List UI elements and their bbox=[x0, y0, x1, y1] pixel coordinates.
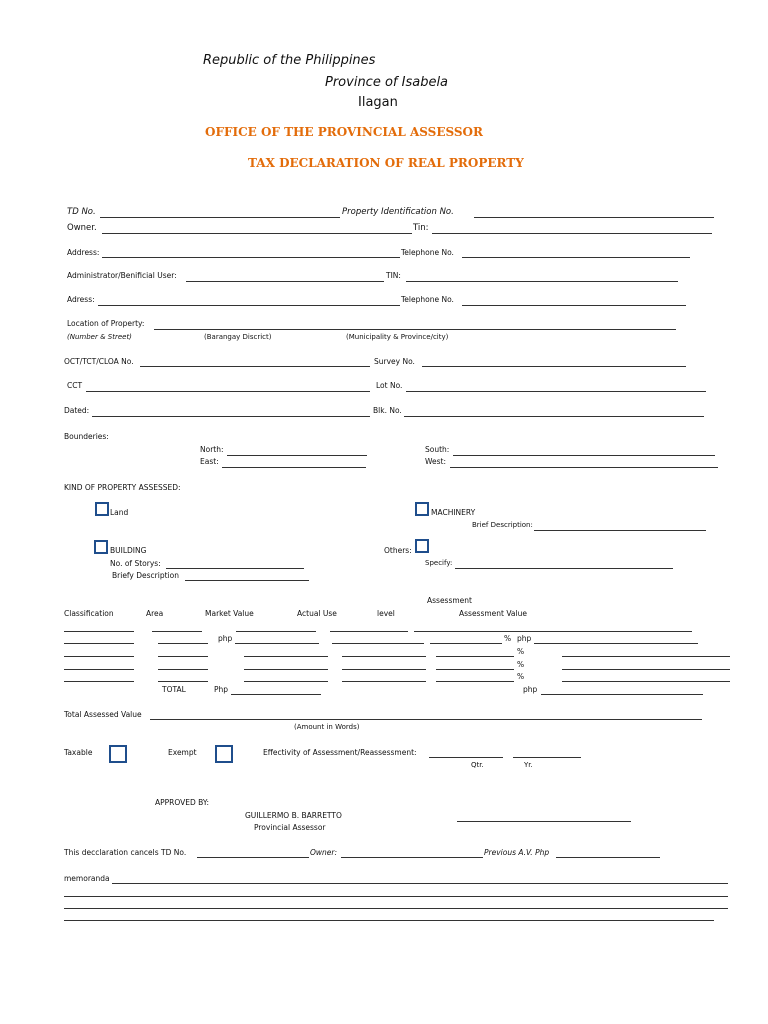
row2-level[interactable] bbox=[430, 643, 502, 644]
approver-name: GUILLERMO B. BARRETTO bbox=[245, 811, 342, 820]
administrator-label: Administrator/Benificial User: bbox=[67, 271, 177, 280]
property-id-label: Property Identification No. bbox=[342, 207, 454, 217]
row1-level[interactable] bbox=[414, 631, 500, 632]
row4-market-value[interactable] bbox=[244, 669, 328, 670]
specify-field[interactable] bbox=[455, 568, 673, 569]
col-area: Area bbox=[146, 609, 164, 618]
approved-by-label: APPROVED BY: bbox=[155, 798, 210, 807]
telephone1-field[interactable] bbox=[462, 257, 690, 258]
td-no-label: TD No. bbox=[67, 207, 96, 217]
briefy-desc-field[interactable] bbox=[185, 580, 309, 581]
telephone1-label: Telephone No. bbox=[401, 248, 454, 257]
blk-field[interactable] bbox=[404, 416, 704, 417]
row2-php-label: php bbox=[218, 634, 233, 643]
lot-label: Lot No. bbox=[376, 381, 403, 390]
specify-label: Specify: bbox=[425, 559, 453, 567]
city-heading: Ilagan bbox=[358, 95, 398, 110]
province-heading: Province of Isabela bbox=[325, 75, 449, 90]
row2-actual-use[interactable] bbox=[332, 643, 424, 644]
td-no-field[interactable] bbox=[100, 217, 340, 218]
others-checkbox[interactable] bbox=[415, 539, 429, 553]
assessment-header: Assessment bbox=[427, 596, 472, 605]
total-assessed-label: Total Assessed Value bbox=[64, 710, 142, 719]
adress2-field[interactable] bbox=[98, 305, 400, 306]
telephone2-field[interactable] bbox=[462, 305, 686, 306]
oct-label: OCT/TCT/CLOA No. bbox=[64, 357, 134, 366]
col-classification: Classification bbox=[64, 609, 114, 618]
row4-area[interactable] bbox=[158, 669, 208, 670]
administrator-field[interactable] bbox=[186, 281, 384, 282]
country-heading: Republic of the Philippines bbox=[203, 53, 376, 68]
east-label: East: bbox=[200, 457, 219, 466]
row5-assessment-value[interactable] bbox=[562, 681, 730, 682]
number-street-caption: (Number & Street) bbox=[67, 333, 132, 341]
col-assessment-value: Assessment Value bbox=[459, 609, 527, 618]
exempt-label: Exempt bbox=[168, 748, 197, 757]
location-label: Location of Property: bbox=[67, 319, 145, 328]
row5-classification[interactable] bbox=[64, 681, 134, 682]
building-checkbox[interactable] bbox=[94, 540, 108, 554]
machinery-label: MACHINERY bbox=[431, 508, 476, 517]
survey-field[interactable] bbox=[422, 366, 686, 367]
row5-market-value[interactable] bbox=[244, 681, 328, 682]
taxable-label: Taxable bbox=[64, 748, 93, 757]
address-label: Address: bbox=[67, 248, 100, 257]
row2-classification[interactable] bbox=[64, 643, 134, 644]
row3-level[interactable] bbox=[436, 656, 514, 657]
south-field[interactable] bbox=[453, 455, 715, 456]
total-php-label: Php bbox=[214, 685, 229, 694]
kind-label: KIND OF PROPERTY ASSESSED: bbox=[64, 483, 181, 492]
no-storys-label: No. of Storys: bbox=[110, 559, 161, 568]
row1-assessment-value[interactable] bbox=[500, 631, 692, 632]
north-label: North: bbox=[200, 445, 224, 454]
address-field[interactable] bbox=[102, 257, 400, 258]
memoranda-line-4[interactable] bbox=[64, 920, 714, 921]
machinery-brief-label: Brief Description: bbox=[472, 521, 533, 529]
row3-market-value[interactable] bbox=[244, 656, 328, 657]
north-field[interactable] bbox=[227, 455, 367, 456]
memoranda-line-1[interactable] bbox=[112, 883, 728, 884]
owner-field[interactable] bbox=[102, 233, 412, 234]
memoranda-line-2[interactable] bbox=[64, 896, 728, 897]
row1-area[interactable] bbox=[152, 631, 202, 632]
total-market-value-field[interactable] bbox=[231, 694, 321, 695]
land-label: Land bbox=[110, 508, 129, 517]
cancels-owner-label: Owner: bbox=[310, 848, 338, 857]
oct-field[interactable] bbox=[140, 366, 370, 367]
west-field[interactable] bbox=[450, 467, 718, 468]
cct-label: CCT bbox=[67, 381, 83, 390]
property-id-field[interactable] bbox=[474, 217, 714, 218]
amount-in-words-caption: (Amount in Words) bbox=[294, 723, 360, 731]
cancels-owner-field[interactable] bbox=[341, 857, 483, 858]
row2-area[interactable] bbox=[158, 643, 208, 644]
row3-classification[interactable] bbox=[64, 656, 134, 657]
yr-caption: Yr. bbox=[524, 761, 533, 769]
signature-line[interactable] bbox=[457, 821, 631, 822]
lot-field[interactable] bbox=[406, 391, 706, 392]
building-label: BUILDING bbox=[110, 546, 147, 555]
south-label: South: bbox=[425, 445, 450, 454]
cct-field[interactable] bbox=[86, 391, 370, 392]
row3-area[interactable] bbox=[158, 656, 208, 657]
col-market-value: Market Value bbox=[205, 609, 254, 618]
municipality-caption: (Municipality & Province/city) bbox=[346, 333, 449, 341]
total-label: TOTAL bbox=[162, 685, 186, 694]
tin1-label: Tin: bbox=[413, 223, 429, 233]
row5-percent: % bbox=[517, 672, 525, 681]
row2-php-label-2: php bbox=[517, 634, 532, 643]
row2-assessment-value[interactable] bbox=[534, 643, 698, 644]
effectivity-qtr-field[interactable] bbox=[429, 757, 503, 758]
row4-level[interactable] bbox=[436, 669, 514, 670]
row2-market-value[interactable] bbox=[235, 643, 319, 644]
adress2-label: Adress: bbox=[67, 295, 95, 304]
row3-assessment-value[interactable] bbox=[562, 656, 730, 657]
row1-market-value[interactable] bbox=[236, 631, 316, 632]
taxable-checkbox[interactable] bbox=[109, 745, 127, 763]
previous-av-label: Previous A.V. Php bbox=[484, 848, 550, 857]
machinery-brief-field[interactable] bbox=[534, 530, 706, 531]
row5-actual-use[interactable] bbox=[342, 681, 426, 682]
barangay-caption: (Barangay Discrict) bbox=[204, 333, 272, 341]
cancels-label: This decclaration cancels TD No. bbox=[64, 848, 187, 857]
others-label: Others: bbox=[384, 546, 412, 555]
exempt-checkbox[interactable] bbox=[215, 745, 233, 763]
form-title: TAX DECLARATION OF REAL PROPERTY bbox=[248, 156, 524, 170]
row5-level[interactable] bbox=[436, 681, 514, 682]
tin2-label: TIN: bbox=[386, 271, 401, 280]
tin1-field[interactable] bbox=[432, 233, 712, 234]
cancels-td-field[interactable] bbox=[197, 857, 309, 858]
dated-field[interactable] bbox=[92, 416, 370, 417]
boundaries-label: Bounderies: bbox=[64, 432, 109, 441]
blk-label: Blk. No. bbox=[373, 406, 402, 415]
dated-label: Dated: bbox=[64, 406, 90, 415]
land-checkbox[interactable] bbox=[95, 502, 109, 516]
tin2-field[interactable] bbox=[406, 281, 678, 282]
row3-actual-use[interactable] bbox=[342, 656, 426, 657]
row1-classification[interactable] bbox=[64, 631, 134, 632]
memoranda-line-3[interactable] bbox=[64, 908, 728, 909]
west-label: West: bbox=[425, 457, 446, 466]
row4-actual-use[interactable] bbox=[342, 669, 426, 670]
memoranda-label: memoranda bbox=[64, 874, 110, 883]
row4-classification[interactable] bbox=[64, 669, 134, 670]
survey-label: Survey No. bbox=[374, 357, 415, 366]
previous-av-field[interactable] bbox=[556, 857, 660, 858]
machinery-checkbox[interactable] bbox=[415, 502, 429, 516]
row5-area[interactable] bbox=[158, 681, 208, 682]
east-field[interactable] bbox=[222, 467, 366, 468]
total-php-bottom-label: php bbox=[523, 685, 538, 694]
row2-percent: % bbox=[504, 634, 512, 643]
effectivity-label: Effectivity of Assessment/Reassessment: bbox=[263, 748, 417, 757]
approver-position: Provincial Assessor bbox=[254, 823, 326, 832]
office-heading: OFFICE OF THE PROVINCIAL ASSESSOR bbox=[205, 125, 483, 139]
total-assessment-value-field[interactable] bbox=[541, 694, 703, 695]
owner-label: Owner. bbox=[67, 223, 97, 233]
col-level: level bbox=[377, 609, 395, 618]
row1-actual-use[interactable] bbox=[330, 631, 408, 632]
row4-assessment-value[interactable] bbox=[562, 669, 730, 670]
total-assessed-field[interactable] bbox=[150, 719, 702, 720]
col-actual-use: Actual Use bbox=[297, 609, 337, 618]
briefy-desc-label: Briefy Description bbox=[112, 571, 179, 580]
qtr-caption: Qtr. bbox=[471, 761, 484, 769]
row3-percent: % bbox=[517, 647, 525, 656]
telephone2-label: Telephone No. bbox=[401, 295, 454, 304]
row4-percent: % bbox=[517, 660, 525, 669]
no-storys-field[interactable] bbox=[166, 568, 304, 569]
effectivity-yr-field[interactable] bbox=[513, 757, 581, 758]
location-field[interactable] bbox=[154, 329, 676, 330]
